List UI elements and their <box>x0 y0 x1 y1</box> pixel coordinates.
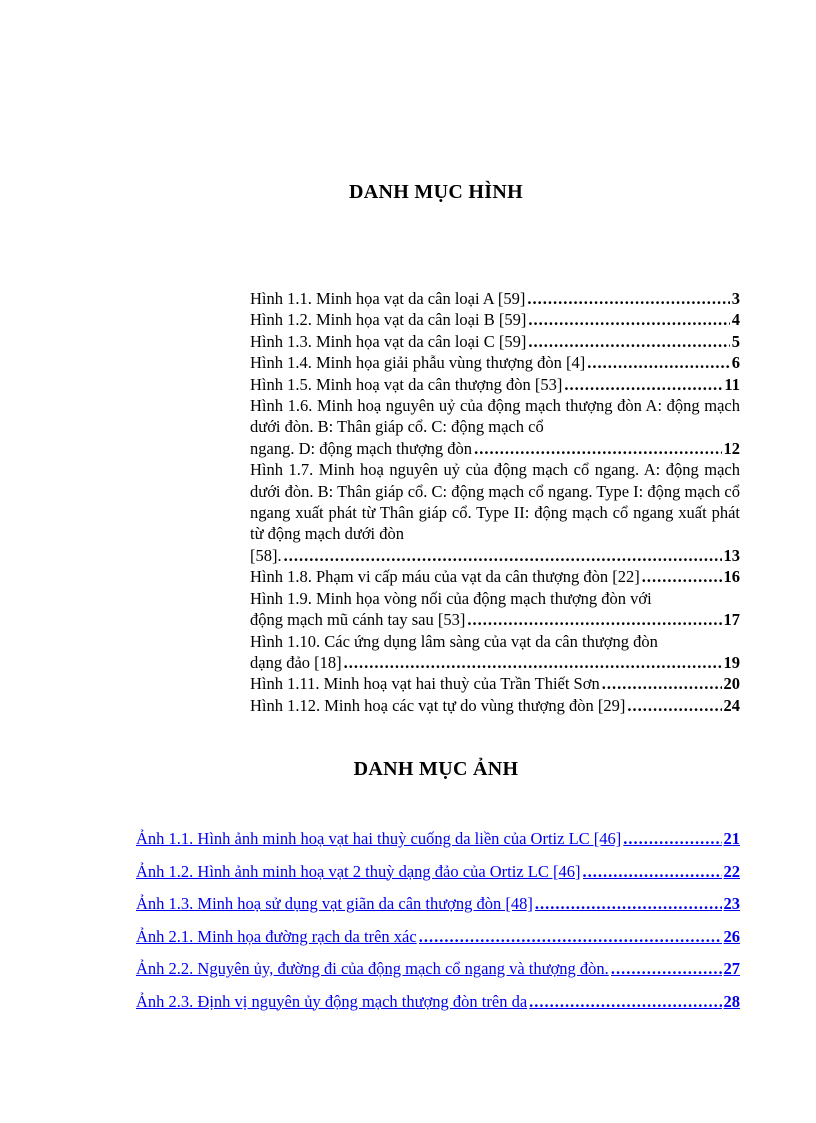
figure-entry <box>250 352 740 373</box>
photo-page: 27 <box>723 959 740 978</box>
leader-dots <box>528 309 729 330</box>
photo-link[interactable] <box>136 958 740 979</box>
photo-entry <box>136 893 740 926</box>
figure-entry <box>250 673 740 694</box>
figure-page: 5 <box>731 331 740 351</box>
figure-page: 13 <box>723 545 740 565</box>
figure-page: 19 <box>723 652 740 672</box>
photo-entry <box>136 958 740 991</box>
figure-title: Hình 1.3. Minh họa vạt da cân loại C [59] <box>250 331 527 351</box>
photo-title: Ảnh 2.2. Nguyên ủy, đường đi của động mạch cổ ngang và thượng đòn. <box>136 959 609 978</box>
leader-dots <box>467 609 721 630</box>
photo-title: Ảnh 1.3. Minh hoạ sử dụng vạt giãn da cân thượng đòn [48] <box>136 894 533 913</box>
figure-entry <box>250 695 740 716</box>
leader-dots <box>623 828 721 849</box>
leader-dots <box>419 926 722 947</box>
leader-dots <box>611 958 722 979</box>
photo-entry <box>136 861 740 894</box>
figure-title: Hình 1.4. Minh họa giải phẫu vùng thượng đòn [4] <box>250 353 586 373</box>
figure-entry <box>250 331 740 352</box>
photo-page: 22 <box>723 861 740 881</box>
figure-page: 6 <box>731 353 740 373</box>
leader-dots <box>527 288 729 309</box>
figure-title-lines: Hình 1.9. Minh họa vòng nối của động mạch thượng đòn với <box>250 588 652 608</box>
figure-entry <box>250 459 740 566</box>
figure-title: Hình 1.11. Minh hoạ vạt hai thuỳ của Trần Thiết Sơn <box>250 674 600 694</box>
figure-entry <box>250 395 740 459</box>
figure-title: Hình 1.1. Minh họa vạt da cân loại A [59] <box>250 289 526 308</box>
figure-title-lines: Hình 1.10. Các ứng dụng lâm sàng của vạt da cân thượng đòn <box>250 631 658 651</box>
leader-dots <box>587 352 729 373</box>
photo-link[interactable] <box>136 861 740 882</box>
photo-page: 23 <box>723 894 740 913</box>
photo-title: Ảnh 2.3. Định vị nguyên ủy động mạch thượng đòn trên da <box>136 991 528 1011</box>
figure-title: Hình 1.2. Minh họa vạt da cân loại B [59] <box>250 310 527 330</box>
figure-title: Hình 1.5. Minh hoạ vạt da cân thượng đòn [53] <box>250 374 563 394</box>
photo-link[interactable] <box>136 991 740 1012</box>
figures-heading: DANH MỤC HÌNH <box>349 181 523 203</box>
figure-title-lines: Hình 1.7. Minh hoạ nguyên uỷ của động mạch cổ ngang. A: động mạch dưới đòn. B: Thân giáp cổ. C: động mạch cổ ngang. Type I: động mạch cổ ngang xuất phát từ Thân giáp cổ. Type II: động mạch cổ ngang xuất phát từ động mạch dưới đòn <box>250 460 740 544</box>
leader-dots <box>529 991 721 1012</box>
figures-list <box>250 288 740 716</box>
photo-link[interactable] <box>136 893 740 914</box>
figure-title-lines: Hình 1.6. Minh hoạ nguyên uỷ của động mạch thượng đòn A: động mạch dưới đòn. B: Thân giáp cổ. C: động mạch cổ <box>250 396 740 437</box>
figure-title: ngang. D: động mạch thượng đòn <box>250 438 473 458</box>
figure-page: 20 <box>723 674 740 694</box>
figure-page: 12 <box>723 438 740 458</box>
figure-title: Hình 1.12. Minh hoạ các vạt tự do vùng thượng đòn [29] <box>250 695 626 715</box>
photo-page: 28 <box>723 991 740 1011</box>
figure-title: Hình 1.8. Phạm vi cấp máu của vạt da cân thượng đòn [22] <box>250 567 640 587</box>
figure-page: 17 <box>723 610 740 630</box>
leader-dots <box>528 331 729 352</box>
figure-title: động mạch mũ cánh tay sau [53] <box>250 610 466 630</box>
leader-dots <box>344 652 722 673</box>
leader-dots <box>474 438 721 459</box>
photo-title: Ảnh 1.1. Hình ảnh minh hoạ vạt hai thuỳ cuống da liền của Ortiz LC [46] <box>136 829 622 848</box>
leader-dots <box>583 861 722 882</box>
figure-entry <box>250 288 740 309</box>
photo-page: 21 <box>723 829 740 848</box>
photo-entry <box>136 991 740 1024</box>
figure-page: 11 <box>724 374 740 394</box>
photo-link[interactable] <box>136 926 740 947</box>
figure-entry <box>250 374 740 395</box>
leader-dots <box>564 374 722 395</box>
photos-heading: DANH MỤC ẢNH <box>353 758 519 780</box>
photo-title: Ảnh 1.2. Hình ảnh minh hoạ vạt 2 thuỳ dạng đảo của Ortiz LC [46] <box>136 861 581 881</box>
leader-dots <box>602 673 722 694</box>
photo-entry <box>136 926 740 959</box>
figure-title: [58]. <box>250 545 282 565</box>
photo-link[interactable] <box>136 828 740 849</box>
leader-dots <box>284 545 722 566</box>
figure-page: 4 <box>731 310 740 330</box>
figure-entry <box>250 309 740 330</box>
leader-dots <box>627 695 721 716</box>
photo-page: 26 <box>723 926 740 946</box>
leader-dots <box>535 893 722 914</box>
figure-page: 16 <box>723 567 740 587</box>
leader-dots <box>642 566 722 587</box>
figure-page: 3 <box>731 289 740 308</box>
photos-list <box>136 828 740 1023</box>
photo-entry <box>136 828 740 861</box>
figure-page: 24 <box>723 695 740 715</box>
figure-title: dạng đảo [18] <box>250 652 342 672</box>
figure-entry <box>250 566 740 587</box>
photo-title: Ảnh 2.1. Minh họa đường rạch da trên xác <box>136 926 417 946</box>
figure-entry <box>250 588 740 631</box>
figure-entry <box>250 631 740 674</box>
